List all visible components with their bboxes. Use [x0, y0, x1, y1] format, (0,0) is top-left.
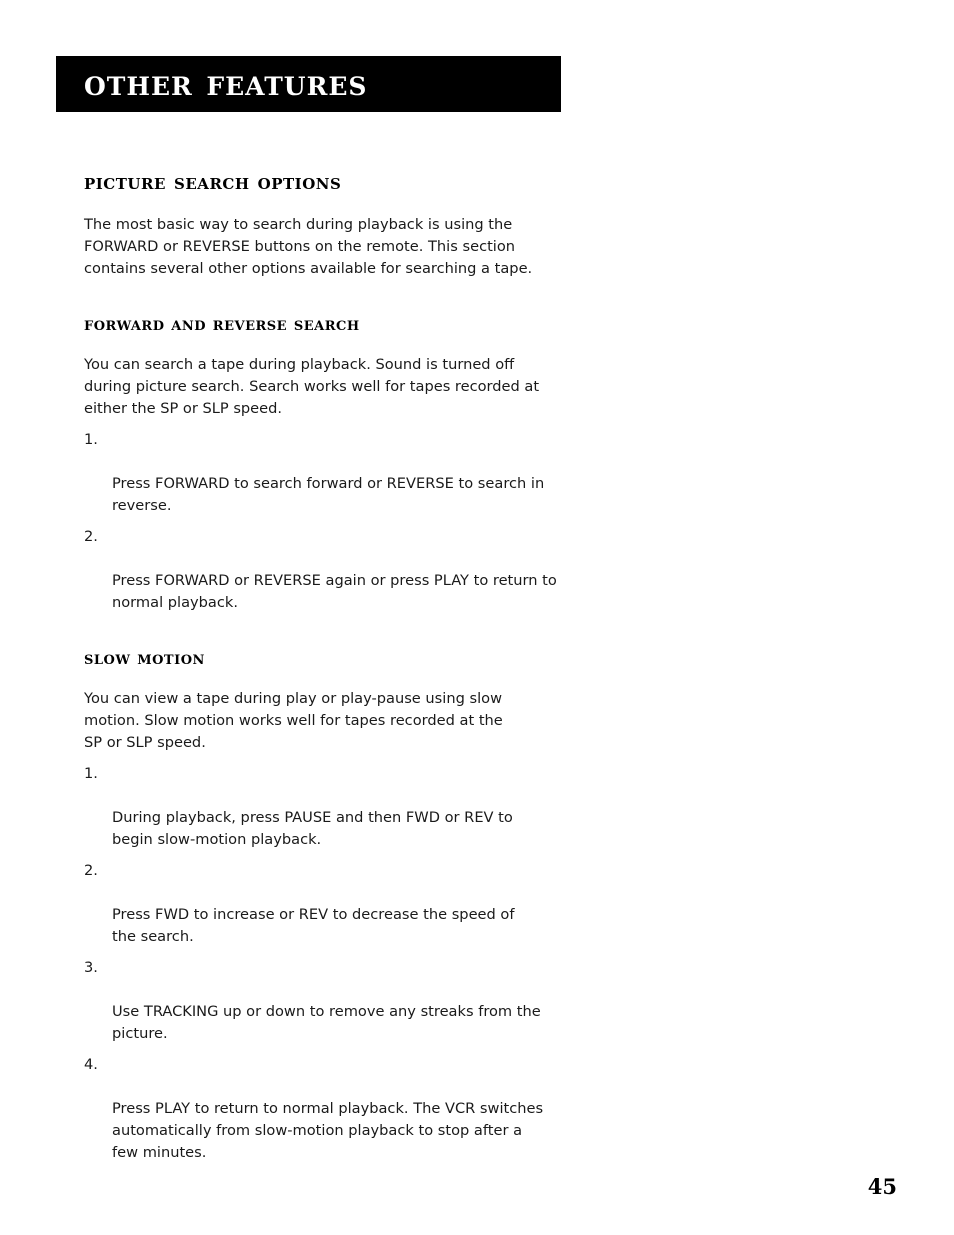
list-item: [84, 526, 564, 614]
list-item: [84, 1054, 564, 1164]
step-text: Press FORWARD or REVERSE again or press PLAY to return to normal playback.: [112, 572, 557, 611]
forward-reverse-intro: You can search a tape during playback. Sound is turned off during picture search. Search works well for tapes recorded at either the SP or SLP speed.: [84, 356, 540, 417]
step-text: Use TRACKING up or down to remove any streaks from the picture.: [112, 1003, 541, 1042]
page-title: other features: [84, 62, 368, 104]
slow-motion-intro: You can view a tape during play or play-pause using slow motion. Slow motion works well for tapes recorded at the SP or SLP speed.: [84, 690, 503, 751]
picture-search-intro: The most basic way to search during playback is using the FORWARD or REVERSE buttons on the remote. This section contains several other options available for searching a tape.: [84, 216, 533, 277]
step-text: Press PLAY to return to normal playback. The VCR switches automatically from slow-motion playback to stop after a few minutes.: [112, 1100, 544, 1161]
step-number: 2.: [84, 528, 98, 545]
section-banner: [56, 56, 561, 112]
forward-reverse-steps: [84, 429, 564, 614]
subsection-title-slow-motion: slow motion: [84, 648, 205, 669]
step-number: 3.: [84, 959, 98, 976]
step-number: 1.: [84, 431, 98, 448]
step-text: Press FWD to increase or REV to decrease the speed of the search.: [112, 906, 515, 945]
page-content: [84, 168, 564, 1173]
page-number: 45: [867, 1174, 897, 1199]
step-number: 1.: [84, 765, 98, 782]
list-item: [84, 763, 564, 851]
slow-motion-steps: [84, 763, 564, 1164]
subsection-title-forward-reverse: forward and reverse search: [84, 314, 360, 335]
list-item: [84, 860, 564, 948]
step-number: 2.: [84, 862, 98, 879]
section-title-picture-search: picture search options: [84, 169, 342, 195]
list-item: [84, 429, 564, 517]
list-item: [84, 957, 564, 1045]
step-text: During playback, press PAUSE and then FWD or REV to begin slow-motion playback.: [112, 809, 513, 848]
step-number: 4.: [84, 1056, 98, 1073]
step-text: Press FORWARD to search forward or REVERSE to search in reverse.: [112, 475, 545, 514]
